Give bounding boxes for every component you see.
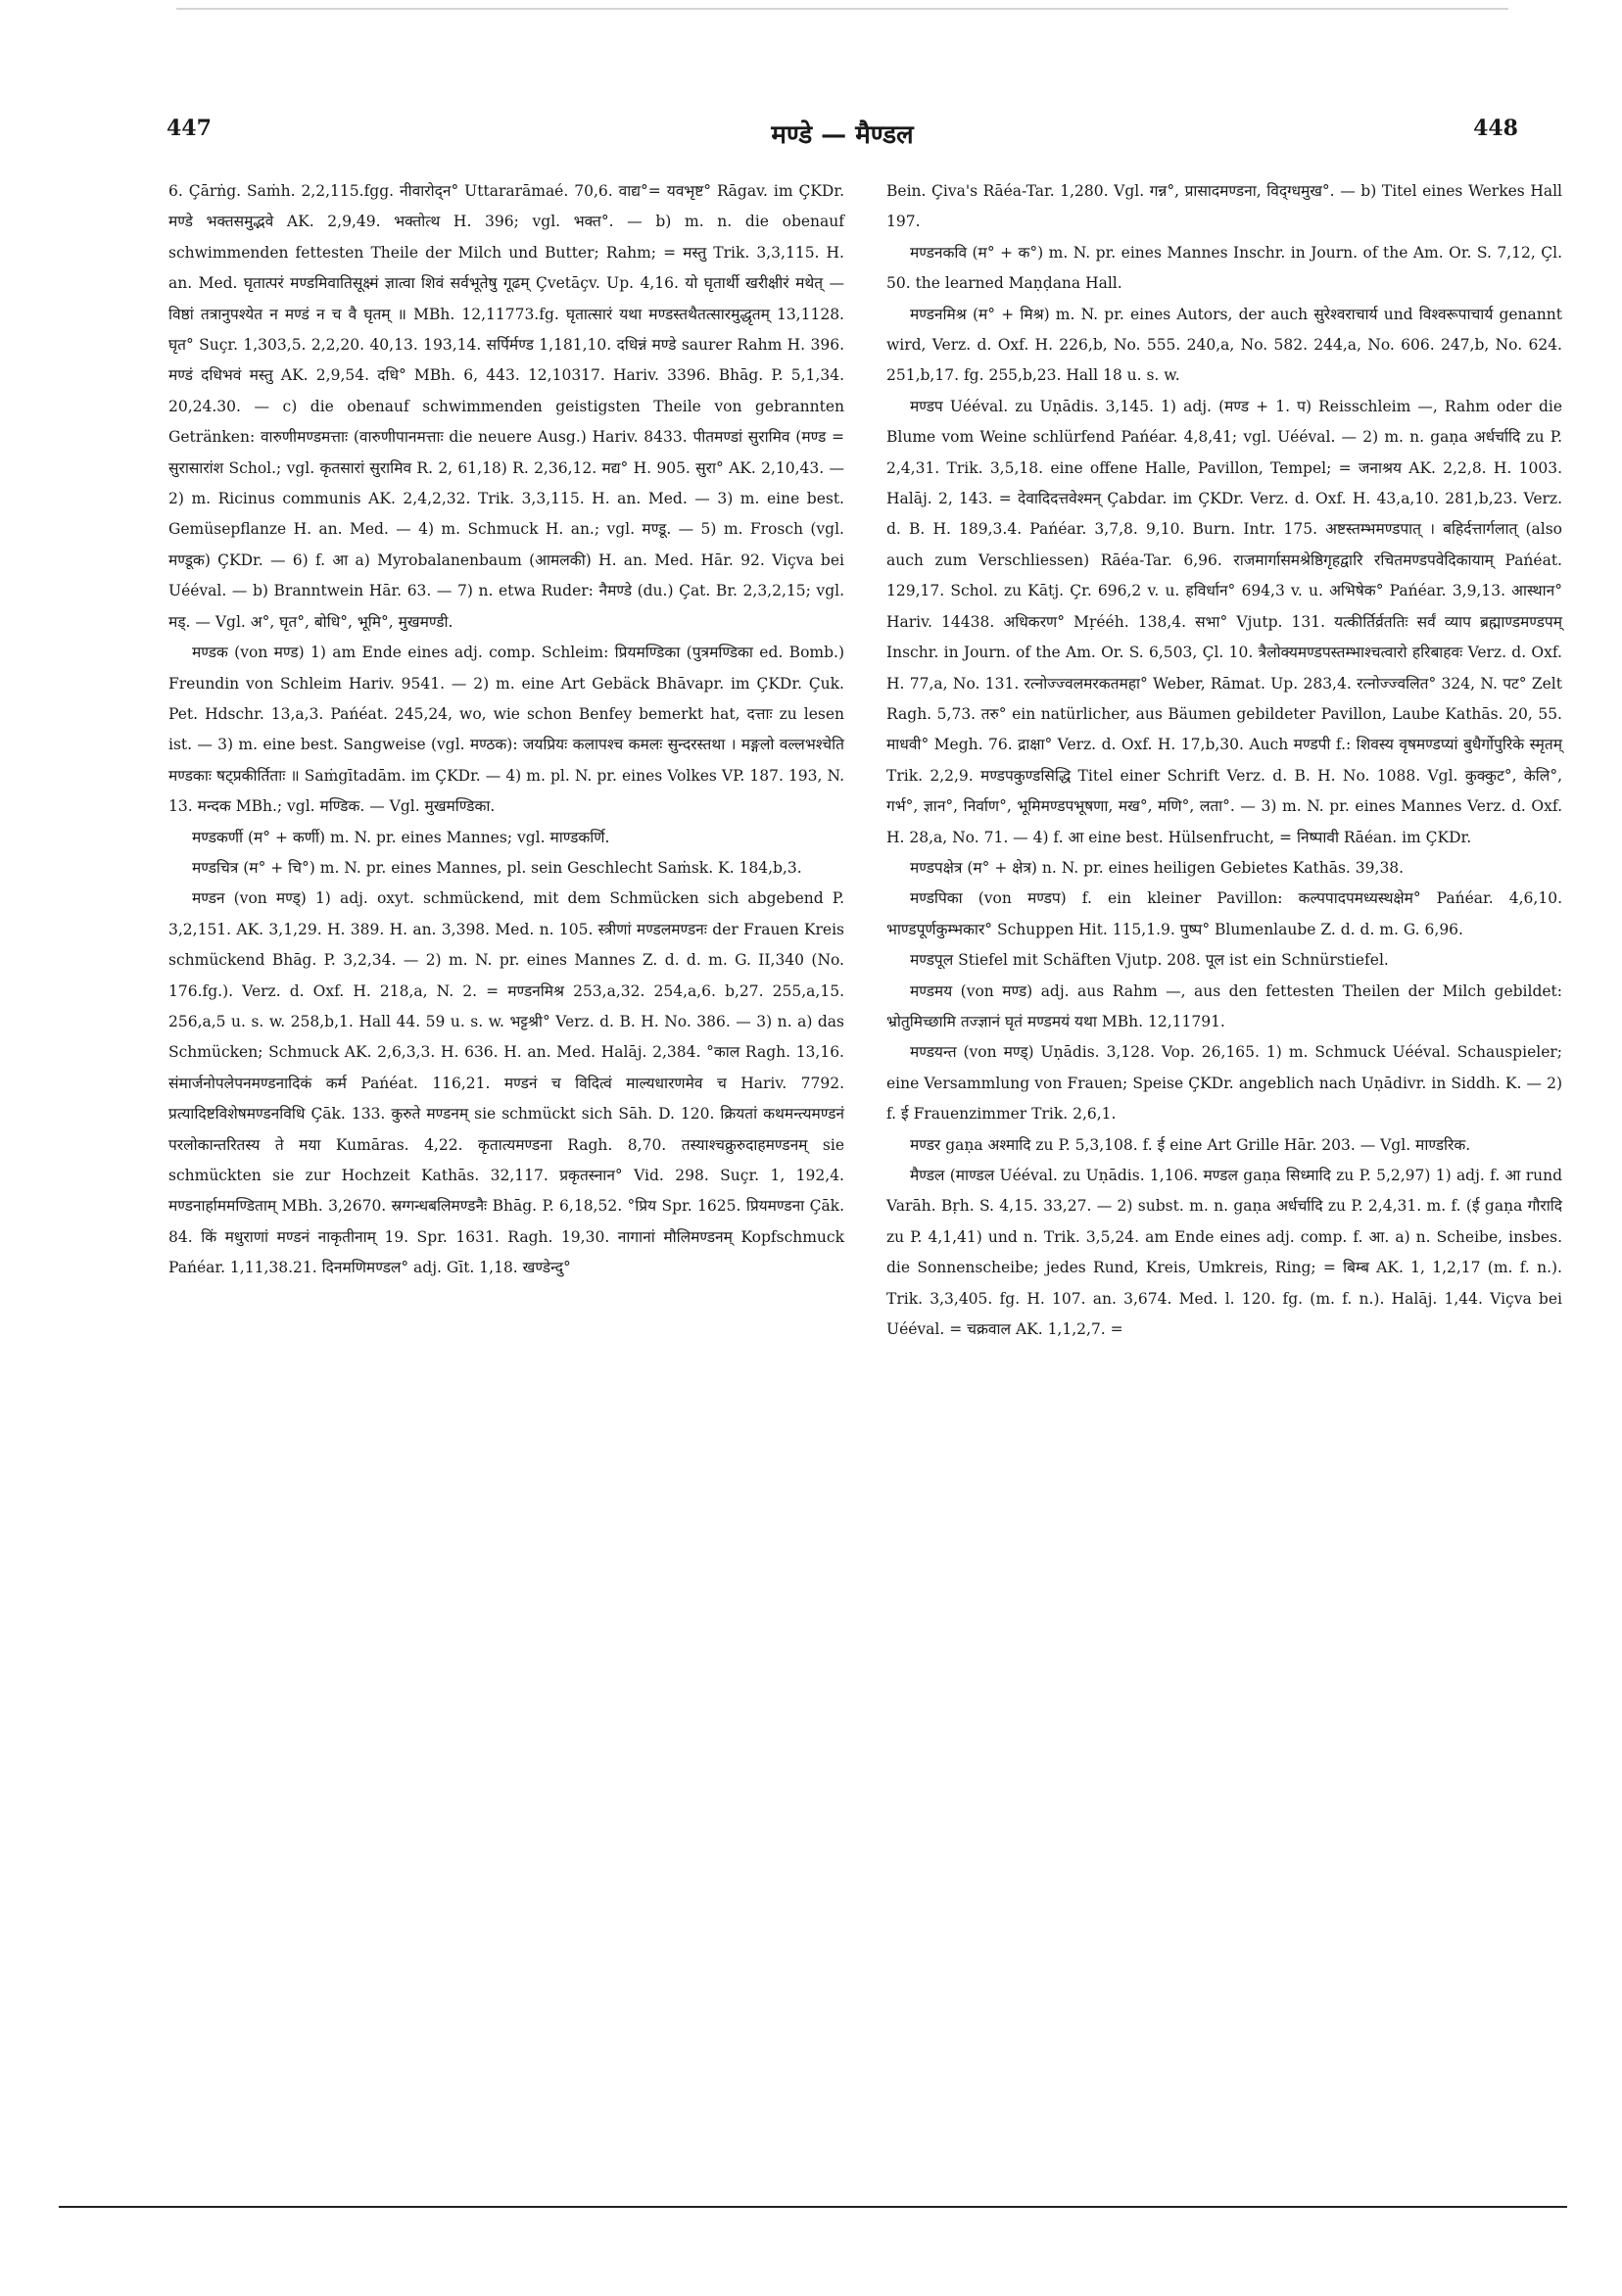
entry-mandara: मण्डर gaṇa अश्मादि zu P. 5,3,108. f. ई eine Art Grille Hār. 203. — Vgl. माण्डरिक. bbox=[910, 1135, 1471, 1154]
entry-mandapula: मण्डपूल Stiefel mit Schäften Vjutp. 208. पूल ist ein Schnürstiefel. bbox=[910, 951, 1389, 970]
running-title: मण्डे — मैण्डल bbox=[771, 120, 914, 150]
entry-continuation-right: Bein. Çiva's Rāéa-Tar. 1,280. Vgl. गन्न°, प्रासादमण्डना, विद्ग्धमुख°. — b) Titel eines Werkes Hall 197. bbox=[886, 182, 1562, 231]
entry-mandaka: मण्डक (von मण्ड) 1) am Ende eines adj. comp. Schleim: प्रियमण्डिका (पुत्रमण्डिका ed. Bomb.) Freundin von Schleim Hariv. 9541. — 2) m. eine Art Gebäck Bhāvapr. im ÇKDr. Çuk. Pet. Hdschr. 13,a,3. Pańéat. 245,24, wo, wie schon Benfey bemerkt hat, दत्ताः zu lesen ist. — 3) m. eine best. Sangweise (vgl. मण्ठक): जयप्रियः कलापश्च कमलः सुन्दरस्तथा । मङ्गलो वल्लभश्चेति मण्डकाः षट्प्रकीर्तिताः ॥ Saṁgītadām. im ÇKDr. — 4) m. pl. N. pr. eines Volkes VP. 187. 193, N. 13. मन्दक MBh.; vgl. मण्डिक. — Vgl. मुखमण्डिका. bbox=[168, 644, 844, 816]
entry-mandapaksetra: मण्डपक्षेत्र (म° + क्षेत्र) n. N. pr. eines heiligen Gebietes Kathās. 39,38. bbox=[910, 858, 1405, 877]
bottom-rule bbox=[59, 2206, 1567, 2208]
left-column bbox=[168, 176, 844, 1284]
page-header bbox=[167, 116, 1518, 155]
entry-mandayanta: मण्डयन्त (von मण्ड्) Uṇādis. 3,128. Vop. 26,165. 1) m. Schmuck Uééval. Schauspieler; eine Versammlung von Frauen; Speise ÇKDr. angeblich nach Uṇādivr. in Siddh. K. — 2) f. ई Frauenzimmer Trik. 2,6,1. bbox=[886, 1043, 1562, 1124]
entry-mandacitra: मण्डचित्र (म° + चि°) m. N. pr. eines Mannes, pl. sein Geschlecht Saṁsk. K. 184,b,3. bbox=[192, 858, 802, 877]
page-number-left: 447 bbox=[167, 116, 212, 141]
entry-mandapika: मण्डपिका (von मण्डप) f. ein kleiner Pavillon: कल्पपादपमध्यस्थक्षेम° Pańéar. 4,6,10. भाण्डपूर्णकुम्भकार° Schuppen Hit. 115,1.9. पुष्प° Blumenlaube Z. d. d. m. G. 6,96. bbox=[886, 889, 1562, 938]
right-column bbox=[886, 176, 1562, 1345]
entry-mandala: मैण्डल (माण्डल Uééval. zu Uṇādis. 1,106. मण्डल gaṇa सिध्मादि zu P. 5,2,97) 1) adj. f. आ rund Varāh. Bṛh. S. 4,15. 33,27. — 2) subst. m. n. gaṇa अर्धर्चादि zu P. 2,4,31. m. f. (ई gaṇa गौरादि zu P. 4,1,41) und n. Trik. 3,5,24. am Ende eines adj. comp. f. आ. a) n. Scheibe, insbes. die Sonnenscheibe; jedes Rund, Kreis, Umkreis, Ring; = बिम्ब AK. 1, 1,2,17 (m. f. n.). Trik. 3,3,405. fg. H. 107. an. 3,674. Med. l. 120. fg. (m. f. n.). Halāj. 1,44. Viçva bei Uééval. = चक्रवाल AK. 1,1,2,7. = bbox=[886, 1167, 1562, 1339]
page-number-right: 448 bbox=[1473, 116, 1518, 141]
entry-mandanakavi: मण्डनकवि (म° + क°) m. N. pr. eines Mannes Inschr. in Journ. of the Am. Or. S. 7,12, Çl. 50. the learned Maṇḍana Hall. bbox=[886, 243, 1562, 293]
scan-edge-artifact bbox=[176, 8, 1508, 10]
entry-mandana: मण्डन (von मण्ड्) 1) adj. oxyt. schmückend, mit dem Schmücken sich abgebend P. 3,2,151. AK. 3,1,29. H. 389. H. an. 3,398. Med. n. 105. स्त्रीणां मण्डलमण्डनः der Frauen Kreis schmückend Bhāg. P. 3,2,34. — 2) m. N. pr. eines Mannes Z. d. d. m. G. II,340 (No. 176.fg.). Verz. d. Oxf. H. 218,a, N. 2. = मण्डनमिश्र 253,a,32. 254,a,6. b,27. 255,a,15. 256,a,5 u. s. w. 258,b,1. Hall 44. 59 u. s. w. भट्टश्री° Verz. d. B. H. No. 386. — 3) n. a) das Schmücken; Schmuck AK. 2,6,3,3. H. 636. H. an. Med. Halāj. 2,384. °काल Ragh. 13,16. संमार्जनोपलेपनमण्डनादिकं कर्म Pańéat. 116,21. मण्डनं च विदित्वं माल्यधारणमेव च Hariv. 7792. प्रत्यादिष्टविशेषमण्डनविधि Çāk. 133. कुरुते मण्डनम् sie schmückt sich Sāh. D. 120. क्रियतां कथमन्त्यमण्डनं परलोकान्तरितस्य ते मया Kumāras. 4,22. कृतात्यमण्डना Ragh. 8,70. तस्याश्चक्रुरुदाहमण्डनम् sie schmückten sie zur Hochzeit Kathās. 32,117. प्रकृतस्नान° Vid. 298. Suçr. 1, 192,4. मण्डनार्हाममण्डिताम् MBh. 3,2670. स्रग्गन्धबलिमण्डनैः Bhāg. P. 6,18,52. °प्रिय Spr. 1625. प्रियमण्डना Çāk. 84. किं मधुराणां मण्डनं नाकृतीनाम् 19. Spr. 1631. Ragh. 19,30. नागानां मौलिमण्डनम् Kopfschmuck Pańéar. 1,11,38.21. दिनमणिमण्डल° adj. Gīt. 1,18. खण्डेन्दु° bbox=[168, 889, 844, 1277]
entry-continuation: 6. Çārṅg. Saṁh. 2,2,115.fgg. नीवारोद्न° Uttararāmaé. 70,6. वाद्य°= यवभृष्ट° Rāgav. im ÇKDr. मण्डे भक्तसमुद्भवे AK. 2,9,49. भक्तोत्थ H. 396; vgl. भक्त°. — b) m. n. die obenauf schwimmenden fettesten Theile der Milch und Butter; Rahm; = मस्तु Trik. 3,3,115. H. an. Med. घृतात्परं मण्डमिवातिसूक्ष्मं ज्ञात्वा शिवं सर्वभूतेषु गूढम् Çvetāçv. Up. 4,16. यो घृतार्थी खरीक्षीरं मथेत् — विष्ठां तत्रानुपश्येत न मण्डं न च वै घृतम् ॥ MBh. 12,11773.fg. घृतात्सारं यथा मण्डस्तथैतत्सारमुद्धृतम् 13,1128. घृत° Suçr. 1,303,5. 2,2,20. 40,13. 193,14. सर्पिर्मण्ड 1,181,10. दधिन्नं मण्डे saurer Rahm H. 396. मण्डं दधिभवं मस्तु AK. 2,9,54. दधि° MBh. 6, 443. 12,10317. Hariv. 3396. Bhāg. P. 5,1,34. 20,24.30. — c) die obenauf schwimmenden geistigsten Theile von gebrannten Getränken: वारुणीमण्डमत्ताः (वारुणीपानमत्ताः die neuere Ausg.) Hariv. 8433. पीतमण्डां सुरामिव (मण्ड = सुरासारांश Schol.; vgl. कृतसारां सुरामिव R. 2, 61,18) R. 2,36,12. मद्य° H. 905. सुरा° AK. 2,10,43. — 2) m. Ricinus communis AK. 2,4,2,32. Trik. 3,3,115. H. an. Med. — 3) m. eine best. Gemüsepflanze H. an. Med. — 4) m. Schmuck H. an.; vgl. मण्डू. — 5) m. Frosch (vgl. मण्डूक) ÇKDr. — 6) f. आ a) Myrobalanenbaum (आमलकी) H. an. Med. Hār. 92. Viçva bei Uééval. — b) Branntwein Hār. 63. — 7) n. etwa Ruder: नैमण्डे (du.) Çat. Br. 2,3,2,15; vgl. मड्. — Vgl. अ°, घृत°, बोधि°, भूमि°, मुखमण्डी. bbox=[168, 182, 844, 631]
entry-mandakarni: मण्डकर्णी (म° + कर्णी) m. N. pr. eines Mannes; vgl. माण्डकर्णि. bbox=[192, 828, 610, 846]
entry-mandamaya: मण्डमय (von मण्ड) adj. aus Rahm —, aus den fettesten Theilen der Milch gebildet: भ्रोतुमिच्छामि तज्ज्ञानं घृतं मण्डमयं यथा MBh. 12,11791. bbox=[886, 981, 1562, 1030]
entry-mandapa: मण्डप Uééval. zu Uṇādis. 3,145. 1) adj. (मण्ड + 1. प) Reisschleim —, Rahm oder die Blume vom Weine schlürfend Pańéar. 4,8,41; vgl. Uééval. — 2) m. n. gaṇa अर्धर्चादि zu P. 2,4,31. Trik. 3,5,18. eine offene Halle, Pavillon, Tempel; = जनाश्रय AK. 2,2,8. H. 1003. Halāj. 2, 143. = देवादिदत्तवेश्मन् Çabdar. im ÇKDr. Verz. d. Oxf. H. 43,a,10. 281,b,23. Verz. d. B. H. 189,3.4. Pańéar. 3,7,8. 9,10. Burn. Intr. 175. अष्टस्तम्भमण्डपात् । बहिर्दत्तार्गलात् (also auch zum Verschliessen) Rāéa-Tar. 6,96. राजमार्गासमश्रेष्ठिगृहद्वारि रचितमण्डपवेदिकायाम् Pańéat. 129,17. Schol. zu Kātj. Çr. 696,2 v. u. हविर्धान° 694,3 v. u. अभिषेक° Pańéar. 3,9,13. आस्थान° Hariv. 14438. अधिकरण° Mṛééh. 138,4. सभा° Vjutp. 131. यत्कीर्तिर्व्रततिः सर्वं व्याप ब्रह्माण्डमण्डपम् Inschr. in Journ. of the Am. Or. S. 6,503, Çl. 10. त्रैलोक्यमण्डपस्तम्भाश्चत्वारो हरिबाहवः Verz. d. Oxf. H. 77,a, No. 131. रत्नोज्ज्वलमरकतमहा° Weber, Rāmat. Up. 283,4. रत्नोज्ज्वलित° 324, N. पट° Zelt Ragh. 5,73. तरु° ein natürlicher, aus Bäumen gebildeter Pavillon, Laube Kathās. 20, 55. माधवी° Megh. 76. द्राक्षा° Verz. d. Oxf. H. 17,b,30. Auch मण्डपी f.: शिवस्य वृषमण्डप्यां बुधैर्गोपुरिके स्मृतम् Trik. 2,2,9. मण्डपकुण्डसिद्धि Titel einer Schrift Verz. d. B. H. No. 1088. Vgl. कुक्कुट°, केलि°, गर्भ°, ज्ञान°, निर्वाण°, भूमिमण्डपभूषणा, मख°, मणि°, लता°. — 3) m. N. pr. eines Mannes Verz. d. Oxf. H. 28,a, No. 71. — 4) f. आ eine best. Hülsenfrucht, = निष्पावी Rāéan. im ÇKDr. bbox=[886, 397, 1562, 846]
entry-mandanamisra: मण्डनमिश्र (म° + मिश्र) m. N. pr. eines Autors, der auch सुरेश्वराचार्य und विश्वरूपाचार्य genannt wird, Verz. d. Oxf. H. 226,b, No. 555. 240,a, No. 582. 244,a, No. 606. 247,b, No. 624. 251,b,17. fg. 255,b,23. Hall 18 u. s. w. bbox=[886, 305, 1562, 385]
